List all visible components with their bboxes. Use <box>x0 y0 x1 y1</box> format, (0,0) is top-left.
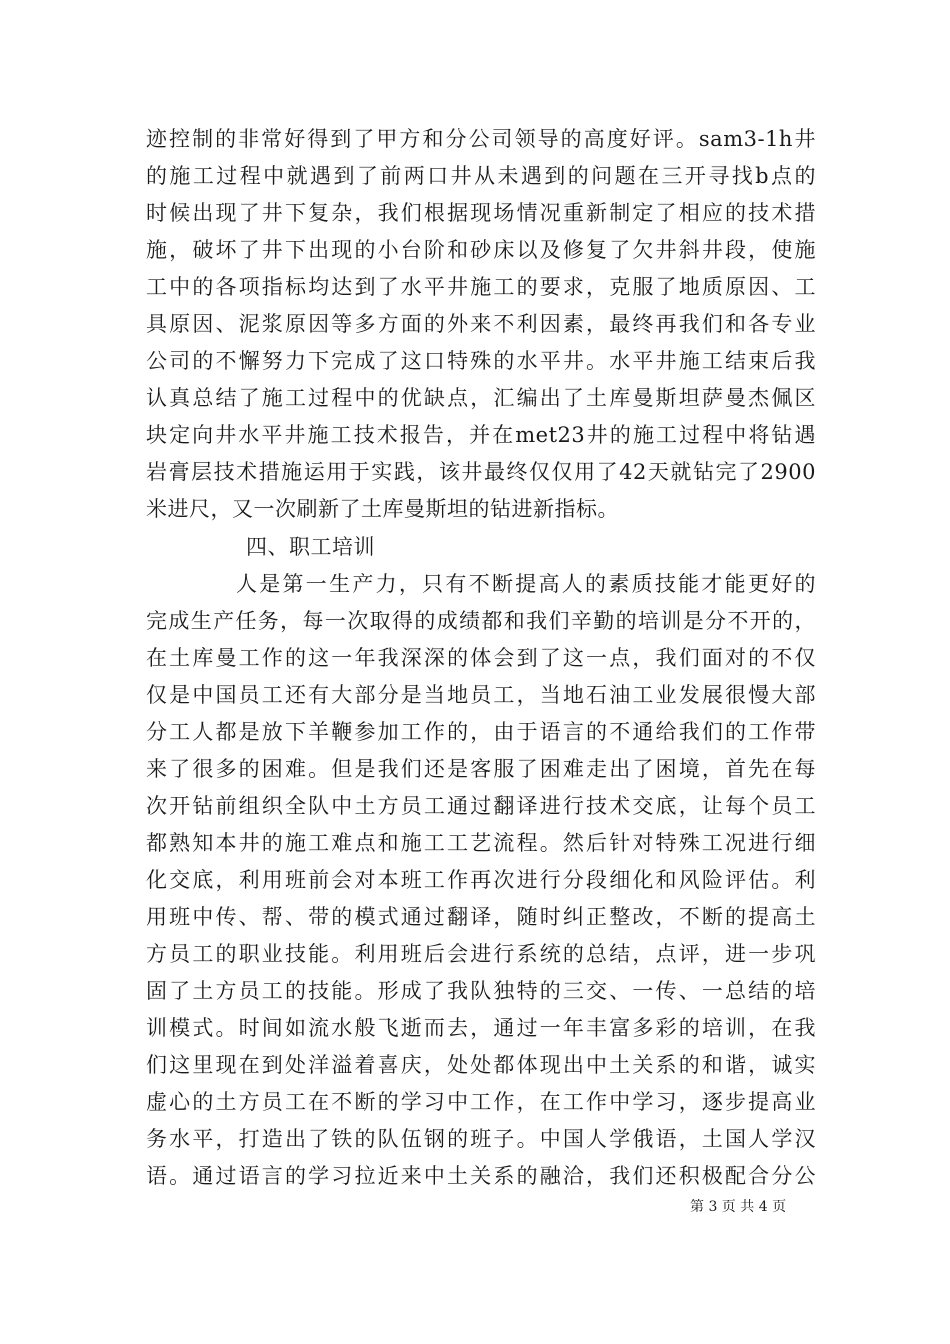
paragraph-line: 迹控制的非常好得到了甲方和分公司领导的高度好评。sam3-1h井 <box>146 127 816 151</box>
paragraph-line: 岩膏层技术措施运用于实践，该井最终仅仅用了42天就钻完了2900 <box>146 460 816 484</box>
paragraph-line: 仅是中国员工还有大部分是当地员工，当地石油工业发展很慢大部 <box>146 683 816 707</box>
paragraph-line: 的施工过程中就遇到了前两口井从未遇到的问题在三开寻找b点的 <box>146 164 816 188</box>
paragraph-line: 方员工的职业技能。利用班后会进行系统的总结，点评，进一步巩 <box>146 942 816 966</box>
paragraph-line: 在土库曼工作的这一年我深深的体会到了这一点，我们面对的不仅 <box>146 646 816 670</box>
paragraph-line: 施，破坏了井下出现的小台阶和砂床以及修复了欠井斜井段，使施 <box>146 238 816 262</box>
paragraph-line: 认真总结了施工过程中的优缺点，汇编出了土库曼斯坦萨曼杰佩区 <box>146 386 816 410</box>
page-number-footer: 第 3 页 共 4 页 <box>690 1199 787 1215</box>
paragraph-line: 语。通过语言的学习拉近来中土关系的融洽，我们还积极配合分公 <box>146 1164 816 1188</box>
paragraph-line: 固了土方员工的技能。形成了我队独特的三交、一传、一总结的培 <box>146 979 816 1003</box>
paragraph-line: 完成生产任务，每一次取得的成绩都和我们辛勤的培训是分不开的， <box>146 609 816 633</box>
section-heading: 四、职工培训 <box>246 535 375 559</box>
paragraph-line: 用班中传、帮、带的模式通过翻译，随时纠正整改，不断的提高土 <box>146 905 816 929</box>
paragraph-line: 工中的各项指标均达到了水平井施工的要求，克服了地质原因、工 <box>146 275 816 299</box>
paragraph-line: 们这里现在到处洋溢着喜庆，处处都体现出中土关系的和谐，诚实 <box>146 1053 816 1077</box>
paragraph-line: 米进尺，又一次刷新了土库曼斯坦的钻进新指标。 <box>146 497 619 521</box>
paragraph-line: 块定向井水平井施工技术报告，并在met23井的施工过程中将钻遇 <box>146 423 816 447</box>
paragraph-line: 时候出现了井下复杂，我们根据现场情况重新制定了相应的技术措 <box>146 201 816 225</box>
paragraph-line: 务水平，打造出了铁的队伍钢的班子。中国人学俄语，土国人学汉 <box>146 1127 816 1151</box>
paragraph-line: 次开钻前组织全队中土方员工通过翻译进行技术交底，让每个员工 <box>146 794 816 818</box>
paragraph-line: 都熟知本井的施工难点和施工工艺流程。然后针对特殊工况进行细 <box>146 831 816 855</box>
paragraph-line: 化交底，利用班前会对本班工作再次进行分段细化和风险评估。利 <box>146 868 816 892</box>
paragraph-line: 分工人都是放下羊鞭参加工作的，由于语言的不通给我们的工作带 <box>146 720 816 744</box>
paragraph-line: 训模式。时间如流水般飞逝而去，通过一年丰富多彩的培训，在我 <box>146 1016 816 1040</box>
paragraph-line: 公司的不懈努力下完成了这口特殊的水平井。水平井施工结束后我 <box>146 349 816 373</box>
paragraph-line: 人是第一生产力，只有不断提高人的素质技能才能更好的 <box>236 572 816 596</box>
paragraph-line: 虚心的土方员工在不断的学习中工作，在工作中学习，逐步提高业 <box>146 1090 816 1114</box>
paragraph-line: 来了很多的困难。但是我们还是客服了困难走出了困境，首先在每 <box>146 757 816 781</box>
paragraph-line: 具原因、泥浆原因等多方面的外来不利因素，最终再我们和各专业 <box>146 312 816 336</box>
